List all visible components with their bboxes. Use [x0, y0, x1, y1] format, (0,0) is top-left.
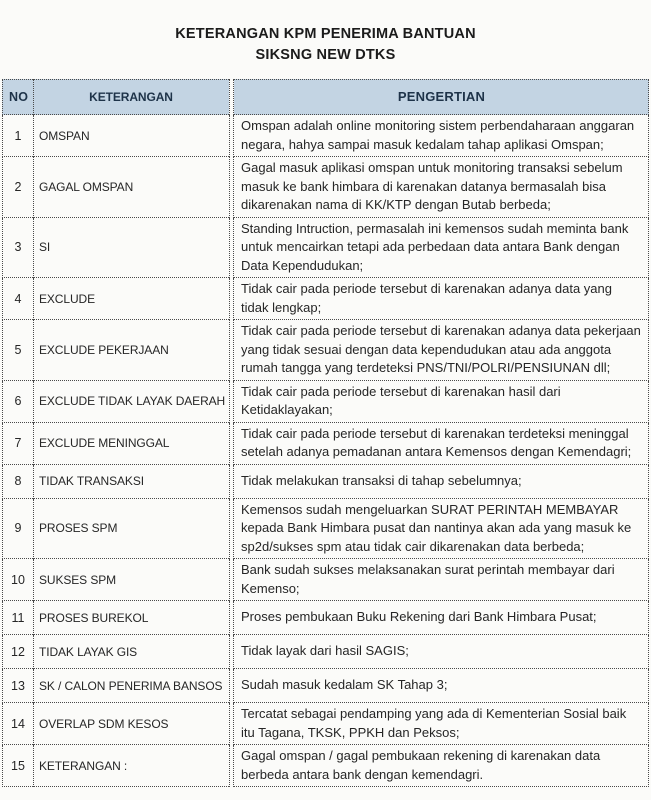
table-body	[2, 115, 649, 787]
pengertian-cell: Tidak melakukan transaksi di tahap sebelumnya;	[234, 465, 649, 499]
pengertian-cell: Tidak layak dari hasil SAGIS;	[234, 635, 649, 669]
keterangan-cell: EXCLUDE TIDAK LAYAK DAERAH	[33, 381, 229, 423]
keterangan-cell: SK / CALON PENERIMA BANSOS	[33, 669, 229, 703]
keterangan-cell: OVERLAP SDM KESOS	[33, 703, 229, 745]
keterangan-cell: TIDAK LAYAK GIS	[33, 635, 229, 669]
document-title	[0, 0, 651, 66]
keterangan-cell: SI	[33, 218, 229, 279]
keterangan-table	[2, 79, 649, 787]
table-row	[2, 381, 649, 423]
title-line-2: SIKSNG NEW DTKS	[255, 47, 396, 63]
row-number-cell: 4	[2, 278, 33, 320]
pengertian-cell: Omspan adalah online monitoring sistem perbendaharaan anggaran negara, hahya sampai masuk kedalam tahap aplikasi Omspan;	[234, 115, 649, 157]
row-number-cell: 1	[2, 115, 33, 157]
table-row	[2, 703, 649, 745]
keterangan-cell: OMSPAN	[33, 115, 229, 157]
header-no: NO	[2, 79, 33, 115]
pengertian-cell: Tidak cair pada periode tersebut di karenakan adanya data pekerjaan yang tidak sesuai dengan data kependudukan atau ada anggota rumah tangga yang terdeteksi PNS/TNI/POLRI/PENSIUNAN dll;	[234, 320, 649, 381]
row-number-cell: 12	[2, 635, 33, 669]
keterangan-cell: SUKSES SPM	[33, 559, 229, 601]
table-row	[2, 157, 649, 218]
row-number-cell: 9	[2, 499, 33, 560]
keterangan-cell: GAGAL OMSPAN	[33, 157, 229, 218]
pengertian-cell: Tidak cair pada periode tersebut di karenakan adanya data yang tidak lengkap;	[234, 278, 649, 320]
row-number-cell: 3	[2, 218, 33, 279]
pengertian-cell: Tidak cair pada periode tersebut di karenakan terdeteksi meninggal setelah adanya pemadanan antara Kemensos dengan Kemendagri;	[234, 423, 649, 465]
row-number-cell: 8	[2, 465, 33, 499]
keterangan-cell: TIDAK TRANSAKSI	[33, 465, 229, 499]
pengertian-cell: Proses pembukaan Buku Rekening dari Bank Himbara Pusat;	[234, 601, 649, 635]
keterangan-cell: KETERANGAN :	[33, 745, 229, 787]
row-number-cell: 14	[2, 703, 33, 745]
table-row	[2, 635, 649, 669]
table-row	[2, 669, 649, 703]
table-row	[2, 278, 649, 320]
pengertian-cell: Standing Intruction, permasalah ini kemensos sudah meminta bank untuk mencairkan tetapi ada perbedaan data antara Bank dengan Data Kependudukan;	[234, 218, 649, 279]
table-row	[2, 465, 649, 499]
row-number-cell: 10	[2, 559, 33, 601]
table-row	[2, 745, 649, 787]
row-number-cell: 2	[2, 157, 33, 218]
row-number-cell: 6	[2, 381, 33, 423]
row-number-cell: 13	[2, 669, 33, 703]
row-number-cell: 15	[2, 745, 33, 787]
pengertian-cell: Gagal omspan / gagal pembukaan rekening di karenakan data berbeda antara bank dengan kemendagri.	[234, 745, 649, 787]
keterangan-cell: PROSES BUREKOL	[33, 601, 229, 635]
keterangan-cell: EXCLUDE PEKERJAAN	[33, 320, 229, 381]
pengertian-cell: Gagal masuk aplikasi omspan untuk monitoring transaksi sebelum masuk ke bank himbara di karenakan datanya bermasalah bisa dikarenakan nama di KK/KTP dengan Butab berbeda;	[234, 157, 649, 218]
header-pengertian: PENGERTIAN	[234, 79, 649, 115]
header-keterangan: KETERANGAN	[33, 79, 229, 115]
keterangan-cell: EXCLUDE	[33, 278, 229, 320]
pengertian-cell: Tercatat sebagai pendamping yang ada di Kementerian Sosial baik itu Tagana, TKSK, PPKH dan Peksos;	[234, 703, 649, 745]
table-row	[2, 320, 649, 381]
table-row	[2, 559, 649, 601]
table-row	[2, 601, 649, 635]
pengertian-cell: Sudah masuk kedalam SK Tahap 3;	[234, 669, 649, 703]
row-number-cell: 5	[2, 320, 33, 381]
title-line-1: KETERANGAN KPM PENERIMA BANTUAN	[175, 26, 476, 42]
pengertian-cell: Tidak cair pada periode tersebut di karenakan hasil dari Ketidaklayakan;	[234, 381, 649, 423]
keterangan-cell: PROSES SPM	[33, 499, 229, 560]
table-header	[2, 79, 649, 115]
row-number-cell: 7	[2, 423, 33, 465]
table-row	[2, 423, 649, 465]
table-row	[2, 115, 649, 157]
row-number-cell: 11	[2, 601, 33, 635]
table-row	[2, 218, 649, 279]
table-row	[2, 499, 649, 560]
pengertian-cell: Kemensos sudah mengeluarkan SURAT PERINTAH MEMBAYAR kepada Bank Himbara pusat dan nantinya akan ada yang masuk ke sp2d/sukses spm atau tidak cair dikarenakan data berbeda;	[234, 499, 649, 560]
pengertian-cell: Bank sudah sukses melaksanakan surat perintah membayar dari Kemenso;	[234, 559, 649, 601]
header-row	[2, 79, 649, 115]
keterangan-cell: EXCLUDE MENINGGAL	[33, 423, 229, 465]
